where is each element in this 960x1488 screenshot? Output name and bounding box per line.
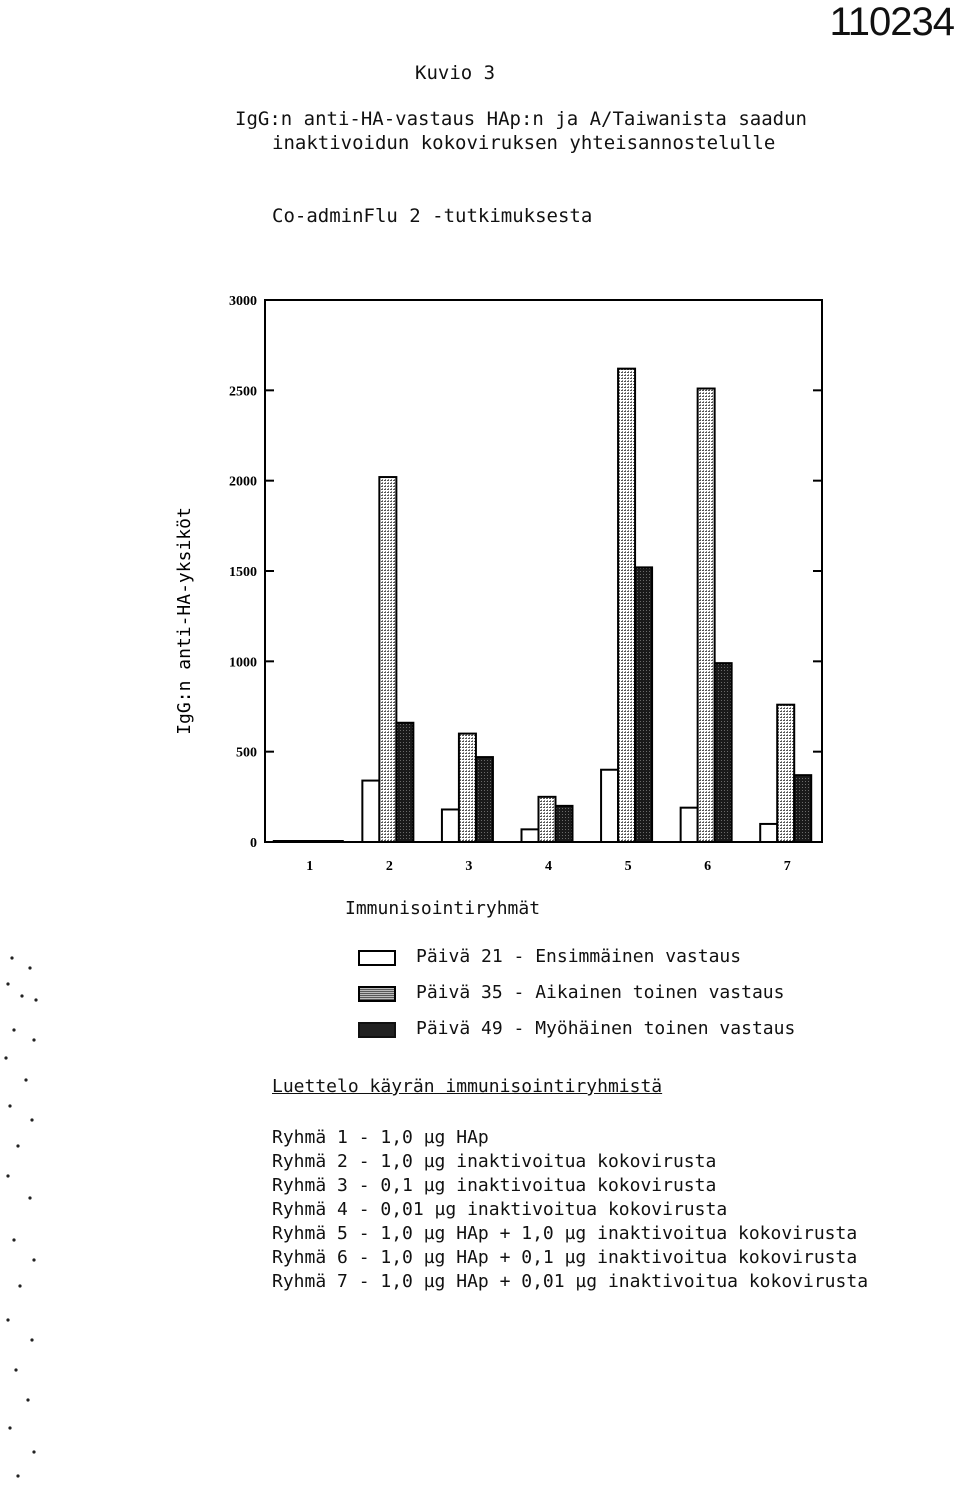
group-line-4: Ryhmä 4 - 0,01 µg inaktivoitua kokovirusta bbox=[272, 1199, 728, 1220]
x-tick-label: 1 bbox=[306, 859, 314, 874]
bar-series-2 bbox=[777, 705, 794, 842]
group-line-5: Ryhmä 5 - 1,0 µg HAp + 1,0 µg inaktivoitua kokovirusta bbox=[272, 1223, 858, 1244]
margin-dot-pattern bbox=[0, 940, 70, 1488]
y-tick-label: 1500 bbox=[229, 565, 257, 580]
bar-series-1 bbox=[601, 770, 618, 842]
bar-series-2 bbox=[698, 389, 715, 842]
bar-series-1 bbox=[681, 808, 698, 842]
x-axis-label: Immunisointiryhmät bbox=[345, 898, 541, 919]
bar-series-1 bbox=[362, 781, 379, 842]
legend-swatch-light bbox=[358, 950, 396, 966]
y-tick-label: 2500 bbox=[229, 384, 257, 400]
group-list-heading: Luettelo käyrän immunisointiryhmistä bbox=[272, 1076, 663, 1097]
bar-series-3 bbox=[794, 775, 811, 842]
legend-swatch-medium bbox=[358, 986, 396, 1002]
legend-label: Päivä 49 - Myöhäinen toinen vastaus bbox=[416, 1018, 796, 1039]
bar-series-1 bbox=[760, 824, 777, 842]
group-line-3: Ryhmä 3 - 0,1 µg inaktivoitua kokovirusta bbox=[272, 1175, 717, 1196]
legend-label: Päivä 21 - Ensimmäinen vastaus bbox=[416, 946, 742, 967]
x-tick-label: 2 bbox=[385, 859, 393, 874]
figure-title-line-1: IgG:n anti-HA-vastaus HAp:n ja A/Taiwanista saadun bbox=[235, 108, 807, 130]
bar-series-3 bbox=[635, 567, 652, 842]
legend-swatch-dark bbox=[358, 1022, 396, 1038]
group-line-6: Ryhmä 6 - 1,0 µg HAp + 0,1 µg inaktivoitua kokovirusta bbox=[272, 1247, 858, 1268]
page-number: 110234 bbox=[829, 0, 954, 44]
bar-series-3 bbox=[396, 723, 413, 842]
group-line-1: Ryhmä 1 - 1,0 µg HAp bbox=[272, 1127, 489, 1148]
bar-series-2 bbox=[459, 734, 476, 842]
x-tick-label: 5 bbox=[624, 859, 632, 874]
figure-subtitle: Co-adminFlu 2 -tutkimuksesta bbox=[272, 205, 593, 227]
x-tick-label: 7 bbox=[783, 859, 791, 874]
y-tick-label: 1000 bbox=[229, 655, 257, 671]
y-tick-label: 0 bbox=[250, 836, 257, 851]
figure-label: Kuvio 3 bbox=[415, 62, 496, 84]
bar-series-1 bbox=[522, 829, 539, 842]
bar-series-2 bbox=[539, 797, 556, 842]
figure-title-line-2: inaktivoidun kokoviruksen yhteisannostelulle bbox=[272, 132, 776, 154]
y-tick-label: 2000 bbox=[229, 474, 257, 490]
bar-series-1 bbox=[442, 809, 459, 842]
bar-series-3 bbox=[715, 663, 732, 842]
bar-series-3 bbox=[556, 806, 573, 842]
y-tick-label: 500 bbox=[236, 745, 257, 761]
legend-label: Päivä 35 - Aikainen toinen vastaus bbox=[416, 982, 785, 1003]
bar-series-2 bbox=[379, 477, 396, 842]
x-tick-label: 4 bbox=[545, 859, 552, 874]
plot-frame bbox=[265, 300, 822, 842]
bar-series-2 bbox=[618, 369, 635, 842]
group-line-7: Ryhmä 7 - 1,0 µg HAp + 0,01 µg inaktivoitua kokovirusta bbox=[272, 1271, 869, 1292]
bar-series-3 bbox=[476, 757, 493, 842]
y-tick-label: 3000 bbox=[229, 294, 257, 309]
group-line-2: Ryhmä 2 - 1,0 µg inaktivoitua kokovirusta bbox=[272, 1151, 717, 1172]
x-tick-label: 6 bbox=[704, 859, 712, 874]
y-axis-label: IgG:n anti-HA-yksiköt bbox=[174, 507, 195, 735]
x-tick-label: 3 bbox=[465, 859, 473, 874]
